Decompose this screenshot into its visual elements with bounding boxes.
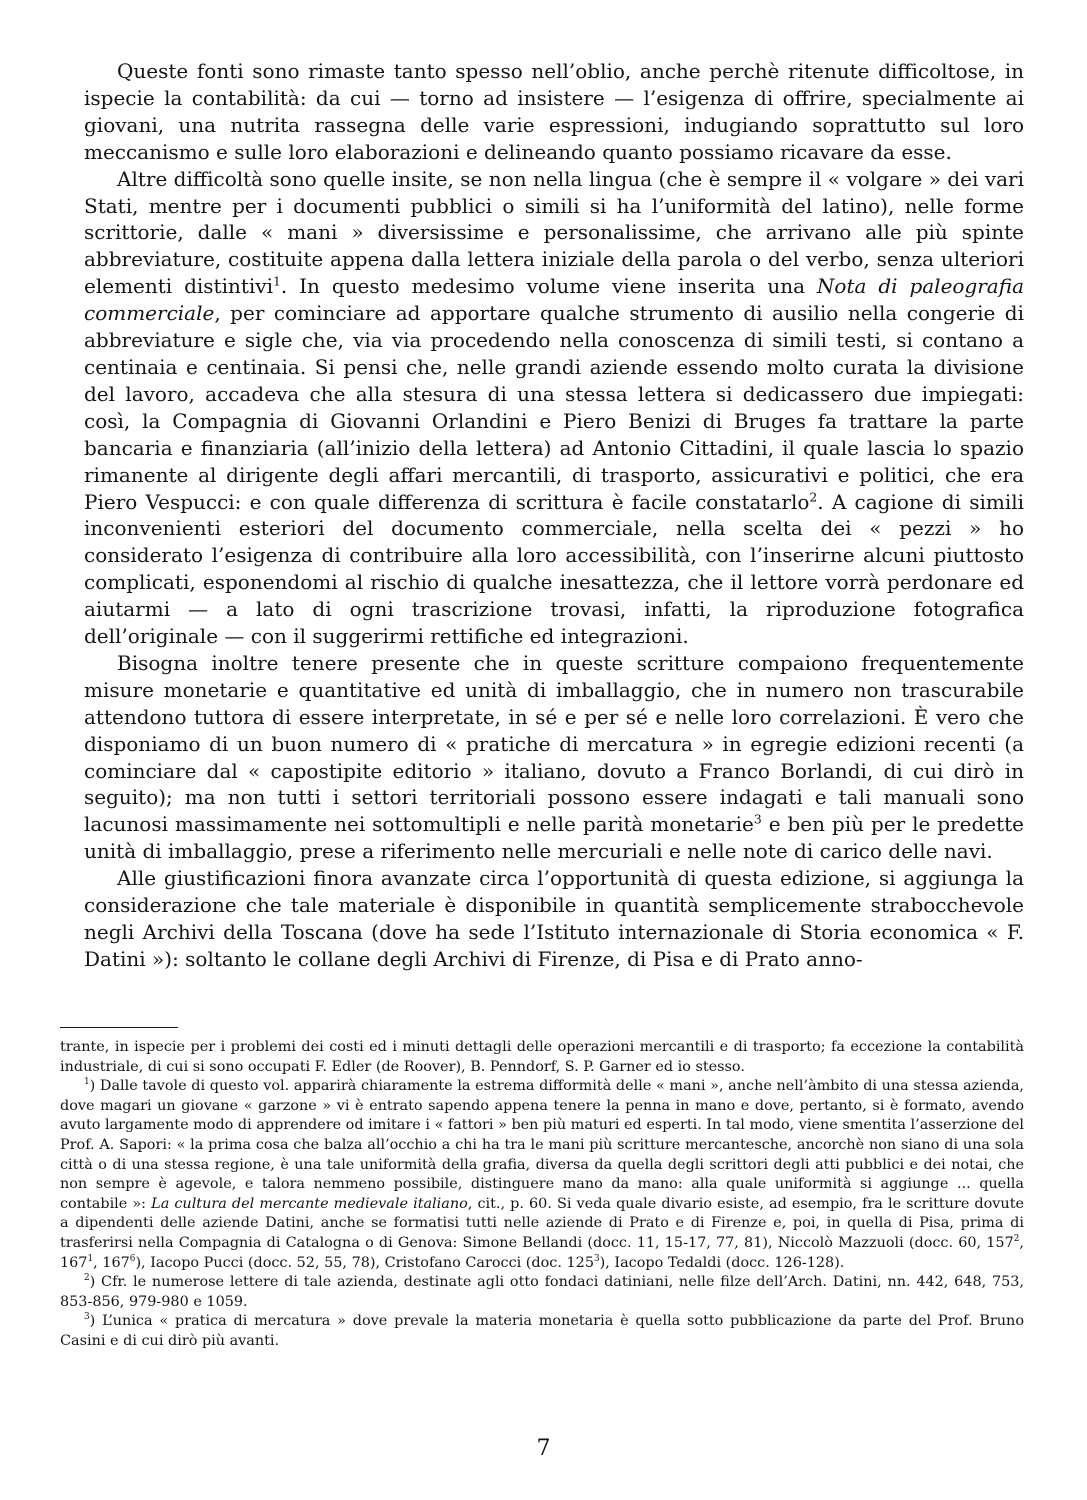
footnote-marker: 1: [84, 1077, 90, 1088]
text-run: Alle giustificazioni finora avanzate circa l’opportunità di questa edizione, si aggiunga la considerazione che tale materiale è disponibile in quantità semplicemente strabocchevole negli Archivi della Toscana (dove ha sede l’Istituto internazionale di Storia economica « F. Datini »): soltanto le collane degli Archivi di Firenze, di Pisa e di Prato anno-: [84, 866, 1024, 971]
text-run: ) Cfr. le numerose lettere di tale azienda, destinate agli otto fondaci datiniani, nelle filze dell’Arch. Datini, nn. 442, 648, 753, 853-856, 979-980 e 1059.: [60, 1274, 1024, 1310]
italic-title: La cultura del mercante medievale italiano: [151, 1195, 468, 1212]
footnote: [60, 1038, 1024, 1077]
footnotes: [60, 1038, 1024, 1352]
text-run: ) L’unica « pratica di mercatura » dove prevale la materia monetaria è quella sotto pubblicazione da parte del Prof. Bruno Casini e di cui dirò più avanti.: [60, 1313, 1024, 1349]
footnote-marker: 2: [809, 488, 818, 504]
italic-title: Nota di paleografia commerciale: [84, 274, 1024, 326]
body-paragraph: [84, 166, 1024, 650]
body-paragraph: [84, 865, 1024, 973]
text-run: Bisogna inoltre tenere presente che in queste scritture compaiono frequentemente misure monetarie e quantitative ed unità di imballaggio, che in numero non trascurabile attendono tuttora di essere interpretate, in sé e per sé e nelle loro correlazioni. È vero che disponiamo di un buon numero di « pratiche di mercatura » in egregie edizioni recenti (a cominciare dal « capostipite editorio » italiano, dovuto a Franco Borlandi, di cui dirò in seguito); ma non tutti i settori territoriali possono essere indagati e tali manuali sono lacunosi massimamente nei sottomultipli e nelle parità monetarie: [84, 650, 1024, 837]
text-run: Queste fonti sono rimaste tanto spesso nell’oblio, anche perchè ritenute difficoltose, in ispecie la contabilità: da cui — torno ad insistere — l’esigenza di offrire, specialmente ai giovani, una nutrita rassegna delle varie espressioni, indugiando soprattutto sul loro meccanismo e sulle loro elaborazioni e delineando quanto possiamo ricavare da esse.: [84, 59, 1024, 164]
footnote-marker: 3: [753, 811, 762, 827]
footnote-marker: 1: [273, 273, 281, 289]
footnote: [60, 1312, 1024, 1351]
text-run: ), Iacopo Tedaldi (docc. 126-128).: [599, 1254, 845, 1271]
text-run: , 167: [60, 1234, 1024, 1271]
footnote-marker: 2: [1013, 1234, 1020, 1245]
footnote-separator: [60, 1027, 178, 1028]
footnote-marker: 3: [593, 1253, 600, 1264]
body-text: [84, 58, 1024, 973]
text-run: , per cominciare ad apportare qualche strumento di ausilio nella congerie di abbreviature e sigle che, via via procedendo nella conoscenza di simili testi, si contano a centinaia e centinaia. Si pensi che, nelle grandi aziende essendo molto curata la divisione del lavoro, accadeva che alla stesura di una stessa lettera si dedicassero due impiegati: così, la Compagnia di Giovanni Orlandini e Piero Benizi di Bruges fa trattare la parte bancaria e finanziaria (all’inizio della lettera) ad Antonio Cittadini, il quale lascia lo spazio rimanente al dirigente degli affari mercantili, di trasporto, assicurativi e politici, che era Piero Vespucci: e con quale differenza di scrittura è facile constatarlo: [84, 301, 1024, 514]
text-run: . A cagione di simili inconvenienti esteriori del documento commerciale, nella scelta dei « pezzi » ho considerato l’esigenza di contribuire alla loro accessibilità, con l’inserirne alcuni piuttosto complicati, esponendomi al rischio di qualche inesattezza, che il lettore vorrà perdonare ed aiutarmi — a lato di ogni trascrizione trovasi, infatti, la riproduzione fotografica dell’originale — con il suggerirmi rettifiche ed integrazioni.: [84, 489, 1025, 649]
footnote: [60, 1273, 1024, 1312]
footnote-marker: 2: [84, 1273, 90, 1284]
footnote-marker: 6: [129, 1253, 136, 1264]
body-paragraph: [84, 58, 1024, 166]
footnote: [60, 1077, 1024, 1273]
page-number: 7: [536, 1436, 551, 1461]
footnote-marker: 1: [87, 1253, 94, 1264]
text-run: Altre difficoltà sono quelle insite, se non nella lingua (che è sempre il « volgare » dei vari Stati, mentre per i documenti pubblici o simili si ha l’uniformità del latino), nelle forme scrittorie, dalle « mani » diversissime e personalissime, che arrivano alle più spinte abbreviature, costituite appena dalla lettera iniziale della parola o del verbo, senza ulteriori elementi distintivi: [84, 166, 1024, 299]
text-run: e ben più per le predette unità di imballaggio, prese a riferimento nelle mercuriali e nelle note di carico delle navi.: [84, 812, 1024, 864]
text-run: , 167: [93, 1254, 130, 1271]
text-run: , cit., p. 60. Si veda quale divario esiste, ad esempio, fra le scritture dovute a dipendenti delle aziende Datini, anche se formatisi tutti nelle aziende di Prato e di Firenze e, poi, in quella di Pisa, prima di trasferirsi nella Compagnia di Catalogna o di Genova: Simone Bellandi (docc. 11, 15-17, 77, 81), Niccolò Mazzuoli (docc. 60, 157: [60, 1195, 1025, 1251]
footnote-marker: 3: [84, 1312, 90, 1323]
text-run: . In questo medesimo volume viene inserita una: [280, 274, 817, 299]
body-paragraph: [84, 650, 1024, 865]
text-run: ), Iacopo Pucci (docc. 52, 55, 78), Cristofano Carocci (doc. 125: [135, 1254, 594, 1271]
text-run: trante, in ispecie per i problemi dei costi ed i minuti dettagli delle operazioni mercantili e di trasporto; fa eccezione la contabilità industriale, di cui si sono occupati F. Edler (de Roover), B. Penndorf, S. P. Garner ed io stesso.: [60, 1039, 1024, 1075]
text-run: ) Dalle tavole di questo vol. apparirà chiaramente la estrema difformità delle « mani », anche nell’àmbito di una stessa azienda, dove magari un giovane « garzone » vi è entrato sapendo appena tenere la penna in mano e dove, pertanto, si è formato, avendo avuto largamente modo di apprendere od imitare i « fattori » ben più maturi ed esperti. In tal modo, viene smentita l’asserzione del Prof. A. Sapori: « la prima cosa che balza all’occhio a chi ha tra le mani più scritture mercantesche, ancorchè non siano di una sola città o di una stessa regione, è una tale uniformità della grafia, diversa da quella degli scrittori degli atti pubblici e dei notai, che non sempre è agevole, e talora nemmeno possibile, distinguere mano da mano: alla quale uniformità si aggiunge ... quella contabile »:: [60, 1078, 1024, 1212]
